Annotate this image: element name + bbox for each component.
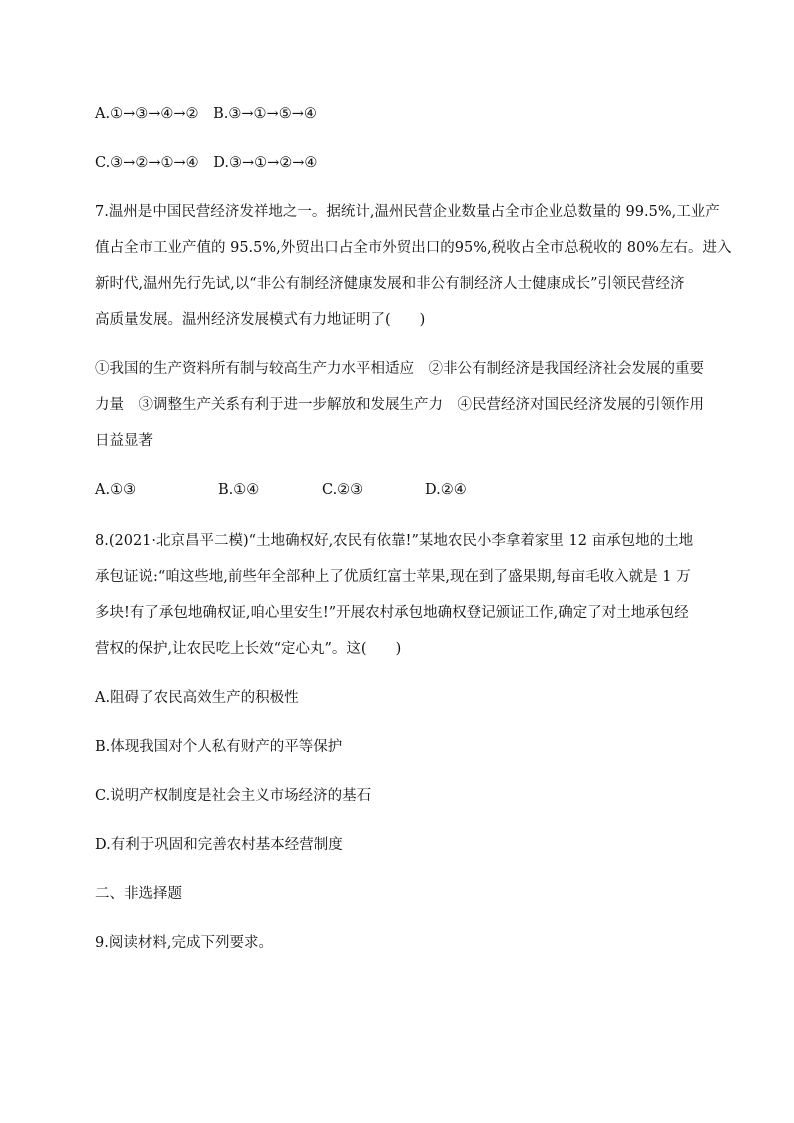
q9-prompt: 9.阅读材料,完成下列要求。 <box>95 935 273 951</box>
q8-line-4: 营权的保护,让农民吃上长效“定心丸”。这( ) <box>95 641 402 657</box>
q8-option-b: B.体现我国对个人私有财产的平等保护 <box>95 739 343 755</box>
q8-line-2: 承包证说:“咱这些地,前些年全部种上了优质红富士苹果,现在到了盛果期,每亩毛收入就是 1 万 <box>95 569 691 585</box>
q7-statement-line-1: ①我国的生产资料所有制与较高生产力水平相适应 ②非公有制经济是我国经济社会发展的重要 <box>95 361 704 377</box>
q6-options-row-1 <box>95 104 317 124</box>
q7-option-b: B.①④ <box>218 482 260 498</box>
q8-option-c: C.说明产权制度是社会主义市场经济的基石 <box>95 788 372 804</box>
section-title: 二、非选择题 <box>95 886 182 902</box>
q7-statement-line-3: 日益显著 <box>95 433 153 449</box>
q7-line-2: 值占全市工业产值的 95.5%,外贸出口占全市外贸出口的95%,税收占全市总税收的 80%左右。进入 <box>95 240 732 256</box>
q7-line-3: 新时代,温州先行先试,以“非公有制经济健康发展和非公有制经济人士健康成长”引领民营经济 <box>95 276 685 292</box>
q7-option-d: D.②④ <box>425 482 467 498</box>
q8-option-a: A.阻碍了农民高效生产的积极性 <box>95 690 299 706</box>
q6-option-a: A.①→③→④→② <box>95 106 199 122</box>
q8-option-d: D.有利于巩固和完善农村基本经营制度 <box>95 837 343 853</box>
q6-option-b: B.③→①→⑤→④ <box>213 106 317 122</box>
q7-line-4: 高质量发展。温州经济发展模式有力地证明了( ) <box>95 312 426 328</box>
q6-option-c: C.③→②→①→④ <box>95 155 199 171</box>
q8-line-1: 8.(2021·北京昌平二模)“土地确权好,农民有依靠!”某地农民小李拿着家里 12 亩承包地的土地 <box>95 533 694 549</box>
q7-option-c: C.②③ <box>322 482 364 498</box>
q7-option-a: A.①③ <box>95 482 137 498</box>
q8-line-3: 多块!有了承包地确权证,咱心里安生!”开展农村承包地确权登记颁证工作,确定了对土地承包经 <box>95 605 689 621</box>
q7-line-1: 7.温州是中国民营经济发祥地之一。据统计,温州民营企业数量占全市企业总数量的 99.5%,工业产 <box>95 204 720 220</box>
q6-option-d: D.③→①→②→④ <box>213 155 318 171</box>
q7-statement-line-2: 力量 ③调整生产关系有利于进一步解放和发展生产力 ④民营经济对国民经济发展的引领作用 <box>95 397 704 413</box>
q6-options-row-2 <box>95 153 317 173</box>
